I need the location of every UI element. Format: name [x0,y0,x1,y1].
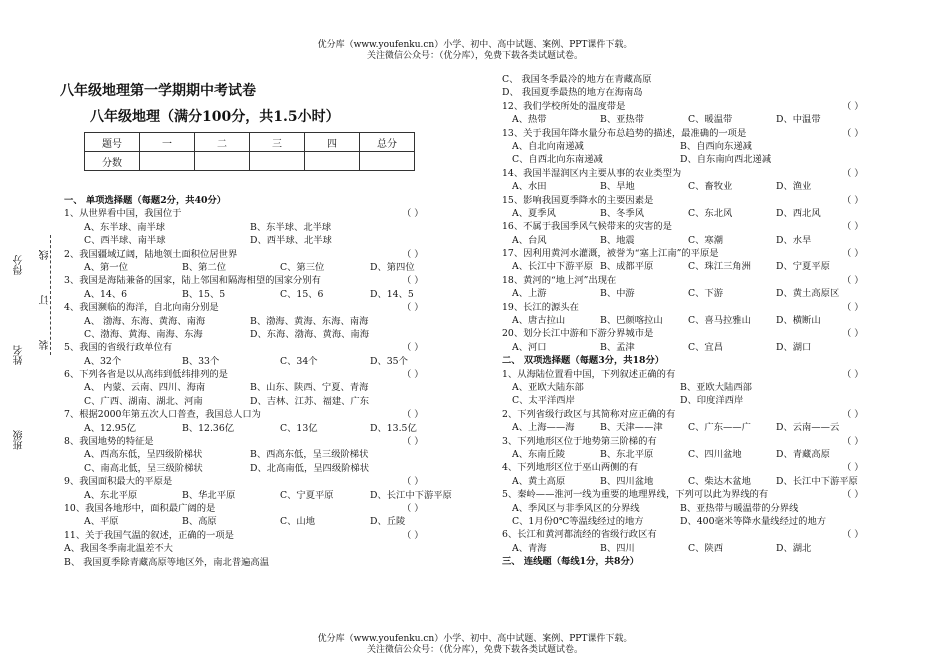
option-choice[interactable]: A、西高东低，呈四级阶梯状 [84,449,203,461]
option-line [64,448,464,461]
option-choice[interactable]: C、南高北低，呈三级阶梯状 [84,462,203,474]
option-choice[interactable]: A、东北平原 [84,489,138,501]
option-line [502,542,887,555]
question-text: 15、影响我国夏季降水的主要因素是 [502,194,654,206]
option-line [502,515,887,528]
header-top [0,40,950,62]
option-line [64,381,464,394]
header-top-line2: 关注微信公众号：（优分库），免费下载各类试题试卷。 [366,51,583,61]
score-value-cell[interactable] [250,152,305,171]
option-line [502,180,887,193]
answer-blank[interactable]: （ ） [842,167,864,179]
option-choice[interactable]: A、水田 [512,181,547,193]
option-choice[interactable]: A、黄土高原 [512,475,566,487]
question-line [502,86,887,99]
score-row-label: 分数 [85,152,140,171]
question-line [502,194,887,207]
section-heading-text: 一、 单项选择题（每题2分，共40分） [64,195,227,206]
binding-zhuang: 装 [40,340,51,350]
question-text: 8、我国地势的特征是 [64,436,154,448]
question-text: 11、关于我国气温的叙述，正确的一项是 [64,529,234,541]
question-text: 2、下列省级行政区与其简称对应正确的有 [502,408,676,420]
option-choice[interactable]: B、旱地 [600,181,635,193]
question-text: 16、不属于我国季风气候带来的灾害的是 [502,221,672,233]
option-choice[interactable]: B、12.36亿 [182,422,235,434]
question-line [502,327,887,340]
option-choice[interactable]: A、32个 [84,355,122,367]
question-line [502,73,887,86]
question-line [64,301,464,314]
question-line [502,408,887,421]
question-line [502,461,887,474]
question-text: 1、从世界看中国，我国位于 [64,208,182,220]
option-choice[interactable]: D、西北风 [776,207,821,219]
option-choice[interactable]: B、亚热带 [600,114,645,126]
question-text: 12、我们学校所处的温度带是 [502,100,626,112]
option-choice[interactable]: A、14、6 [84,288,128,300]
option-choice[interactable]: D、印度洋西岸 [680,395,744,407]
question-line [64,542,464,555]
option-choice[interactable]: C、柴达木盆地 [688,475,751,487]
option-choice[interactable]: C、宁夏平原 [280,489,334,501]
question-line [502,220,887,233]
option-choice[interactable]: A、上海——海 [512,422,575,434]
question-text: 14、我国半湿润区内主要从事的农业类型为 [502,167,682,179]
binding-line: 线 [40,250,51,260]
question-line [502,368,887,381]
option-choice[interactable]: B、冬季风 [600,207,645,219]
header-top-line1: 优分库（www.youfenku.cn）小学、初中、高中试题、案例、PPT课件下载。 [317,40,633,50]
answer-blank[interactable]: （ ） [402,342,424,354]
option-choice[interactable]: A、长江中下游平原 [512,261,594,273]
option-choice[interactable]: A、亚欧大陆东部 [512,381,584,393]
binding-score: 得分 [14,255,25,275]
answer-blank[interactable]: （ ） [842,328,864,340]
answer-blank[interactable]: （ ） [402,529,424,541]
question-text: 17、因利用黄河水灌溉，被誉为“塞上江南”的平原是 [502,248,719,260]
answer-blank[interactable]: （ ） [402,369,424,381]
question-text: A、我国冬季南北温差不大 [64,543,173,555]
question-line [64,475,464,488]
option-choice[interactable]: B、山东、陕西、宁夏、青海 [250,382,369,394]
answer-blank[interactable]: （ ） [842,408,864,420]
question-text: 4、我国濒临的海洋，自北向南分别是 [64,302,219,314]
option-choice[interactable]: C、东北风 [688,207,733,219]
question-line [502,127,887,140]
answer-blank[interactable]: （ ） [842,221,864,233]
question-text: 9、我国面积最大的平原是 [64,476,173,488]
question-line [64,274,464,287]
question-text: 5、秦岭——淮河一线为重要的地理界线，下列可以此为界线的有 [502,489,769,501]
answer-blank[interactable]: （ ） [402,476,424,488]
option-choice[interactable]: C、西半球、南半球 [84,235,166,247]
option-choice[interactable]: B、渤海、黄海、东海、南海 [250,315,369,327]
question-text: 13、关于我国年降水量分布总趋势的描述，最准确的一项是 [502,127,747,139]
option-choice[interactable]: D、35个 [370,355,408,367]
question-line [64,408,464,421]
question-line [64,435,464,448]
answer-blank[interactable]: （ ） [402,502,424,514]
option-choice[interactable]: D、中温带 [776,114,821,126]
section-heading [502,555,887,568]
question-line [64,368,464,381]
option-line [64,221,464,234]
option-choice[interactable]: A、台风 [512,234,547,246]
option-line [502,287,887,300]
option-line [64,422,464,435]
question-line [502,528,887,541]
option-choice[interactable]: D、宁夏平原 [776,261,830,273]
question-line [502,167,887,180]
answer-blank[interactable]: （ ） [842,489,864,501]
option-choice[interactable]: A、河口 [512,341,547,353]
option-choice[interactable]: C、山地 [280,516,316,528]
option-choice[interactable]: D、水旱 [776,234,812,246]
binding-ding: 订 [40,295,51,305]
question-line [502,247,887,260]
option-line [502,234,887,247]
option-choice[interactable]: A、 渤海、东海、黄海、南海 [84,315,206,327]
score-value-cell[interactable] [140,152,195,171]
option-choice[interactable]: D、400毫米等降水量线经过的地方 [680,515,827,527]
question-text: 7、根据2000年第五次人口普查，我国总人口为 [64,409,261,421]
option-choice[interactable]: A、季风区与非季风区的分界线 [512,502,640,514]
question-line [64,529,464,542]
option-choice[interactable]: C、暖温带 [688,114,733,126]
option-line [502,207,887,220]
option-choice[interactable]: C、喜马拉雅山 [688,315,751,327]
option-choice[interactable]: B、33个 [182,355,220,367]
answer-blank[interactable]: （ ） [402,436,424,448]
option-line [502,113,887,126]
answer-blank[interactable]: （ ） [842,301,864,313]
score-header-cell: 一 [140,133,195,152]
option-choice[interactable]: C、1月份0℃等温线经过的地方 [512,515,644,527]
option-choice[interactable]: B、亚欧大陆西部 [680,381,752,393]
answer-blank[interactable]: （ ） [402,248,424,260]
option-choice[interactable]: B、西高东低，呈三级阶梯状 [250,449,369,461]
score-value-cell[interactable] [195,152,250,171]
option-choice[interactable]: B、四川 [600,542,635,554]
answer-blank[interactable]: （ ） [842,529,864,541]
option-choice[interactable]: B、成都平原 [600,261,654,273]
question-line [502,488,887,501]
option-choice[interactable]: D、横断山 [776,315,821,327]
option-choice[interactable]: C、15、6 [280,288,324,300]
option-choice[interactable]: B、中游 [600,288,635,300]
option-choice[interactable]: B、东半球、北半球 [250,221,332,233]
option-line [502,394,887,407]
option-line [502,448,887,461]
question-text: 4、下列地形区位于巫山两侧的有 [502,462,639,474]
option-choice[interactable]: A、热带 [512,114,547,126]
answer-blank[interactable]: （ ） [842,127,864,139]
option-choice[interactable]: A、平原 [84,516,119,528]
option-choice[interactable]: C、陕西 [688,542,724,554]
option-choice[interactable]: B、地震 [600,234,635,246]
question-text: C、 我国冬季最冷的地方在青藏高原 [502,74,652,85]
option-line [64,288,464,301]
section-heading-text: 二、 双项选择题（每题3分，共18分） [502,355,665,367]
answer-blank[interactable]: （ ） [402,208,424,220]
exam-subtitle: 八年级地理（满分100分，共1.5小时） [90,109,340,125]
option-line [64,515,464,528]
option-line [64,315,464,328]
section-heading-text: 三、 连线题（每线1分，共8分） [502,556,640,568]
option-choice[interactable]: D、湖口 [776,341,812,353]
option-choice[interactable]: D、丘陵 [370,516,406,528]
option-line [502,421,887,434]
option-choice[interactable]: C、四川盆地 [688,448,742,460]
option-choice[interactable]: B、巴颜喀拉山 [600,315,663,327]
option-choice[interactable]: C、珠江三角洲 [688,261,751,273]
option-choice[interactable]: D、湖北 [776,542,812,554]
option-choice[interactable]: A、 内蒙、云南、四川、海南 [84,382,206,394]
option-choice[interactable]: D、14、5 [370,288,414,300]
question-text: B、 我国夏季除青藏高原等地区外，南北普遍高温 [64,556,270,568]
question-text: 10、我国各地形中，面积最广阔的是 [64,502,216,514]
question-text: 3、我国是海陆兼备的国家，陆上邻国和隔海相望的国家分别有 [64,275,321,287]
question-text: 2、我国疆域辽阔，陆地领土面积位居世界 [64,248,238,260]
answer-blank[interactable]: （ ） [842,435,864,447]
binding-dashed-line [50,235,51,355]
option-line [502,153,887,166]
answer-blank[interactable]: （ ） [842,462,864,474]
option-line [502,381,887,394]
right-column [502,73,887,568]
question-text: D、 我国夏季最热的地方在海南岛 [502,87,643,99]
question-line [64,502,464,515]
score-header-cell: 四 [305,133,360,152]
section-heading [502,354,887,367]
option-choice[interactable]: D、长江中下游平原 [776,475,858,487]
question-line [64,556,464,569]
answer-blank[interactable]: （ ） [402,275,424,287]
binding-class: 班级 [14,430,25,450]
question-text: 3、下列地形区位于地势第三阶梯的有 [502,435,657,447]
option-choice[interactable]: B、东北平原 [600,448,654,460]
option-choice[interactable]: A、青海 [512,542,547,554]
option-choice[interactable]: D、黄土高原区 [776,288,840,300]
question-text: 6、下列各省是以从高纬到低纬排列的是 [64,369,228,381]
option-choice[interactable]: C、下游 [688,288,724,300]
option-choice[interactable]: C、渤海、黄海、南海、东海 [84,328,203,340]
option-line [64,462,464,475]
score-header-cell: 题号 [85,133,140,152]
option-choice[interactable]: C、宜昌 [688,341,724,353]
option-choice[interactable]: B、亚热带与暖温带的分界线 [680,502,799,514]
option-line [64,261,464,274]
option-choice[interactable]: A、东南丘陵 [512,448,566,460]
option-choice[interactable]: D、长江中下游平原 [370,489,452,501]
header-bottom-line1: 优分库（www.youfenku.cn）小学、初中、高中试题、案例、PPT课件下载。 [317,634,633,644]
option-choice[interactable]: B、第二位 [182,261,227,273]
option-line [64,395,464,408]
option-choice[interactable]: C、自西北向东南递减 [512,154,603,166]
score-header-cell: 二 [195,133,250,152]
option-choice[interactable]: B、四川盆地 [600,475,654,487]
option-choice[interactable]: B、15、5 [182,288,226,300]
question-text: 1、从海陆位置看中国，下列叙述正确的有 [502,368,676,380]
answer-blank[interactable]: （ ） [842,248,864,260]
score-value-cell[interactable] [360,152,415,171]
option-choice[interactable]: C、第三位 [280,261,325,273]
option-choice[interactable]: D、西半球、北半球 [250,235,332,247]
option-choice[interactable]: C、广西、湖南、湖北、河南 [84,395,203,407]
score-value-cell[interactable] [305,152,360,171]
question-text: 18、黄河的“地上河”出现在 [502,274,617,286]
option-choice[interactable]: A、12.95亿 [84,422,136,434]
answer-blank[interactable]: （ ） [402,409,424,421]
option-line [502,475,887,488]
option-choice[interactable]: A、上游 [512,288,547,300]
score-table-header-row [85,133,415,152]
binding-name: 姓名 [14,345,25,365]
answer-blank[interactable]: （ ） [842,194,864,206]
score-table-value-row [85,152,415,171]
header-bottom-line2: 关注微信公众号：（优分库），免费下载各类试题试卷。 [366,645,583,655]
option-line [502,502,887,515]
option-choice[interactable]: D、青藏高原 [776,448,830,460]
option-choice[interactable]: B、高原 [182,516,217,528]
option-line [64,355,464,368]
option-choice[interactable]: B、自西向东递减 [680,140,752,152]
question-text: 5、我国的省级行政单位有 [64,342,173,354]
option-choice[interactable]: D、云南——云 [776,422,840,434]
option-choice[interactable]: A、第一位 [84,261,128,273]
option-choice[interactable]: C、畜牧业 [688,181,733,193]
option-choice[interactable]: A、自北向南递减 [512,140,584,152]
option-choice[interactable]: D、第四位 [370,261,415,273]
question-text: 6、长江和黄河都流经的省级行政区有 [502,529,657,541]
option-choice[interactable]: C、寒潮 [688,234,724,246]
option-choice[interactable]: B、孟津 [600,341,635,353]
option-choice[interactable]: D、东海、渤海、黄海、南海 [250,328,370,340]
option-choice[interactable]: A、东半球、南半球 [84,221,166,233]
option-line [502,140,887,153]
question-text: 19、长江的源头在 [502,301,579,313]
header-bottom [0,634,950,656]
question-text: 20、划分长江中游和下游分界城市是 [502,328,654,340]
score-table [84,132,415,171]
option-choice[interactable]: C、太平洋西岸 [512,395,575,407]
section-heading [64,194,464,207]
option-choice[interactable]: C、广东——广 [688,422,751,434]
option-choice[interactable]: A、唐古拉山 [512,315,566,327]
question-line [64,207,464,220]
question-line [64,341,464,354]
option-choice[interactable]: D、渔业 [776,181,812,193]
option-choice[interactable]: B、华北平原 [182,489,236,501]
left-column [64,194,464,569]
option-line [502,260,887,273]
score-header-cell: 三 [250,133,305,152]
option-choice[interactable]: A、夏季风 [512,207,556,219]
option-choice[interactable]: D、北高南低，呈四级阶梯状 [250,462,370,474]
option-choice[interactable]: B、天津——津 [600,422,663,434]
option-choice[interactable]: D、自东南向西北递减 [680,154,772,166]
option-line [64,328,464,341]
answer-blank[interactable]: （ ） [842,100,864,112]
option-line [64,489,464,502]
option-choice[interactable]: C、13亿 [280,422,318,434]
option-line [64,234,464,247]
option-choice[interactable]: D、13.5亿 [370,422,417,434]
question-line [502,435,887,448]
answer-blank[interactable]: （ ） [842,274,864,286]
answer-blank[interactable]: （ ） [842,368,864,380]
option-line [502,314,887,327]
option-line [502,341,887,354]
question-line [502,301,887,314]
question-line [64,248,464,261]
exam-title: 八年级地理第一学期期中考试卷 [60,83,256,99]
option-choice[interactable]: C、34个 [280,355,318,367]
option-choice[interactable]: D、吉林、江苏、福建、广东 [250,395,370,407]
question-line [502,100,887,113]
question-line [502,274,887,287]
answer-blank[interactable]: （ ） [402,302,424,314]
score-header-cell: 总分 [360,133,415,152]
